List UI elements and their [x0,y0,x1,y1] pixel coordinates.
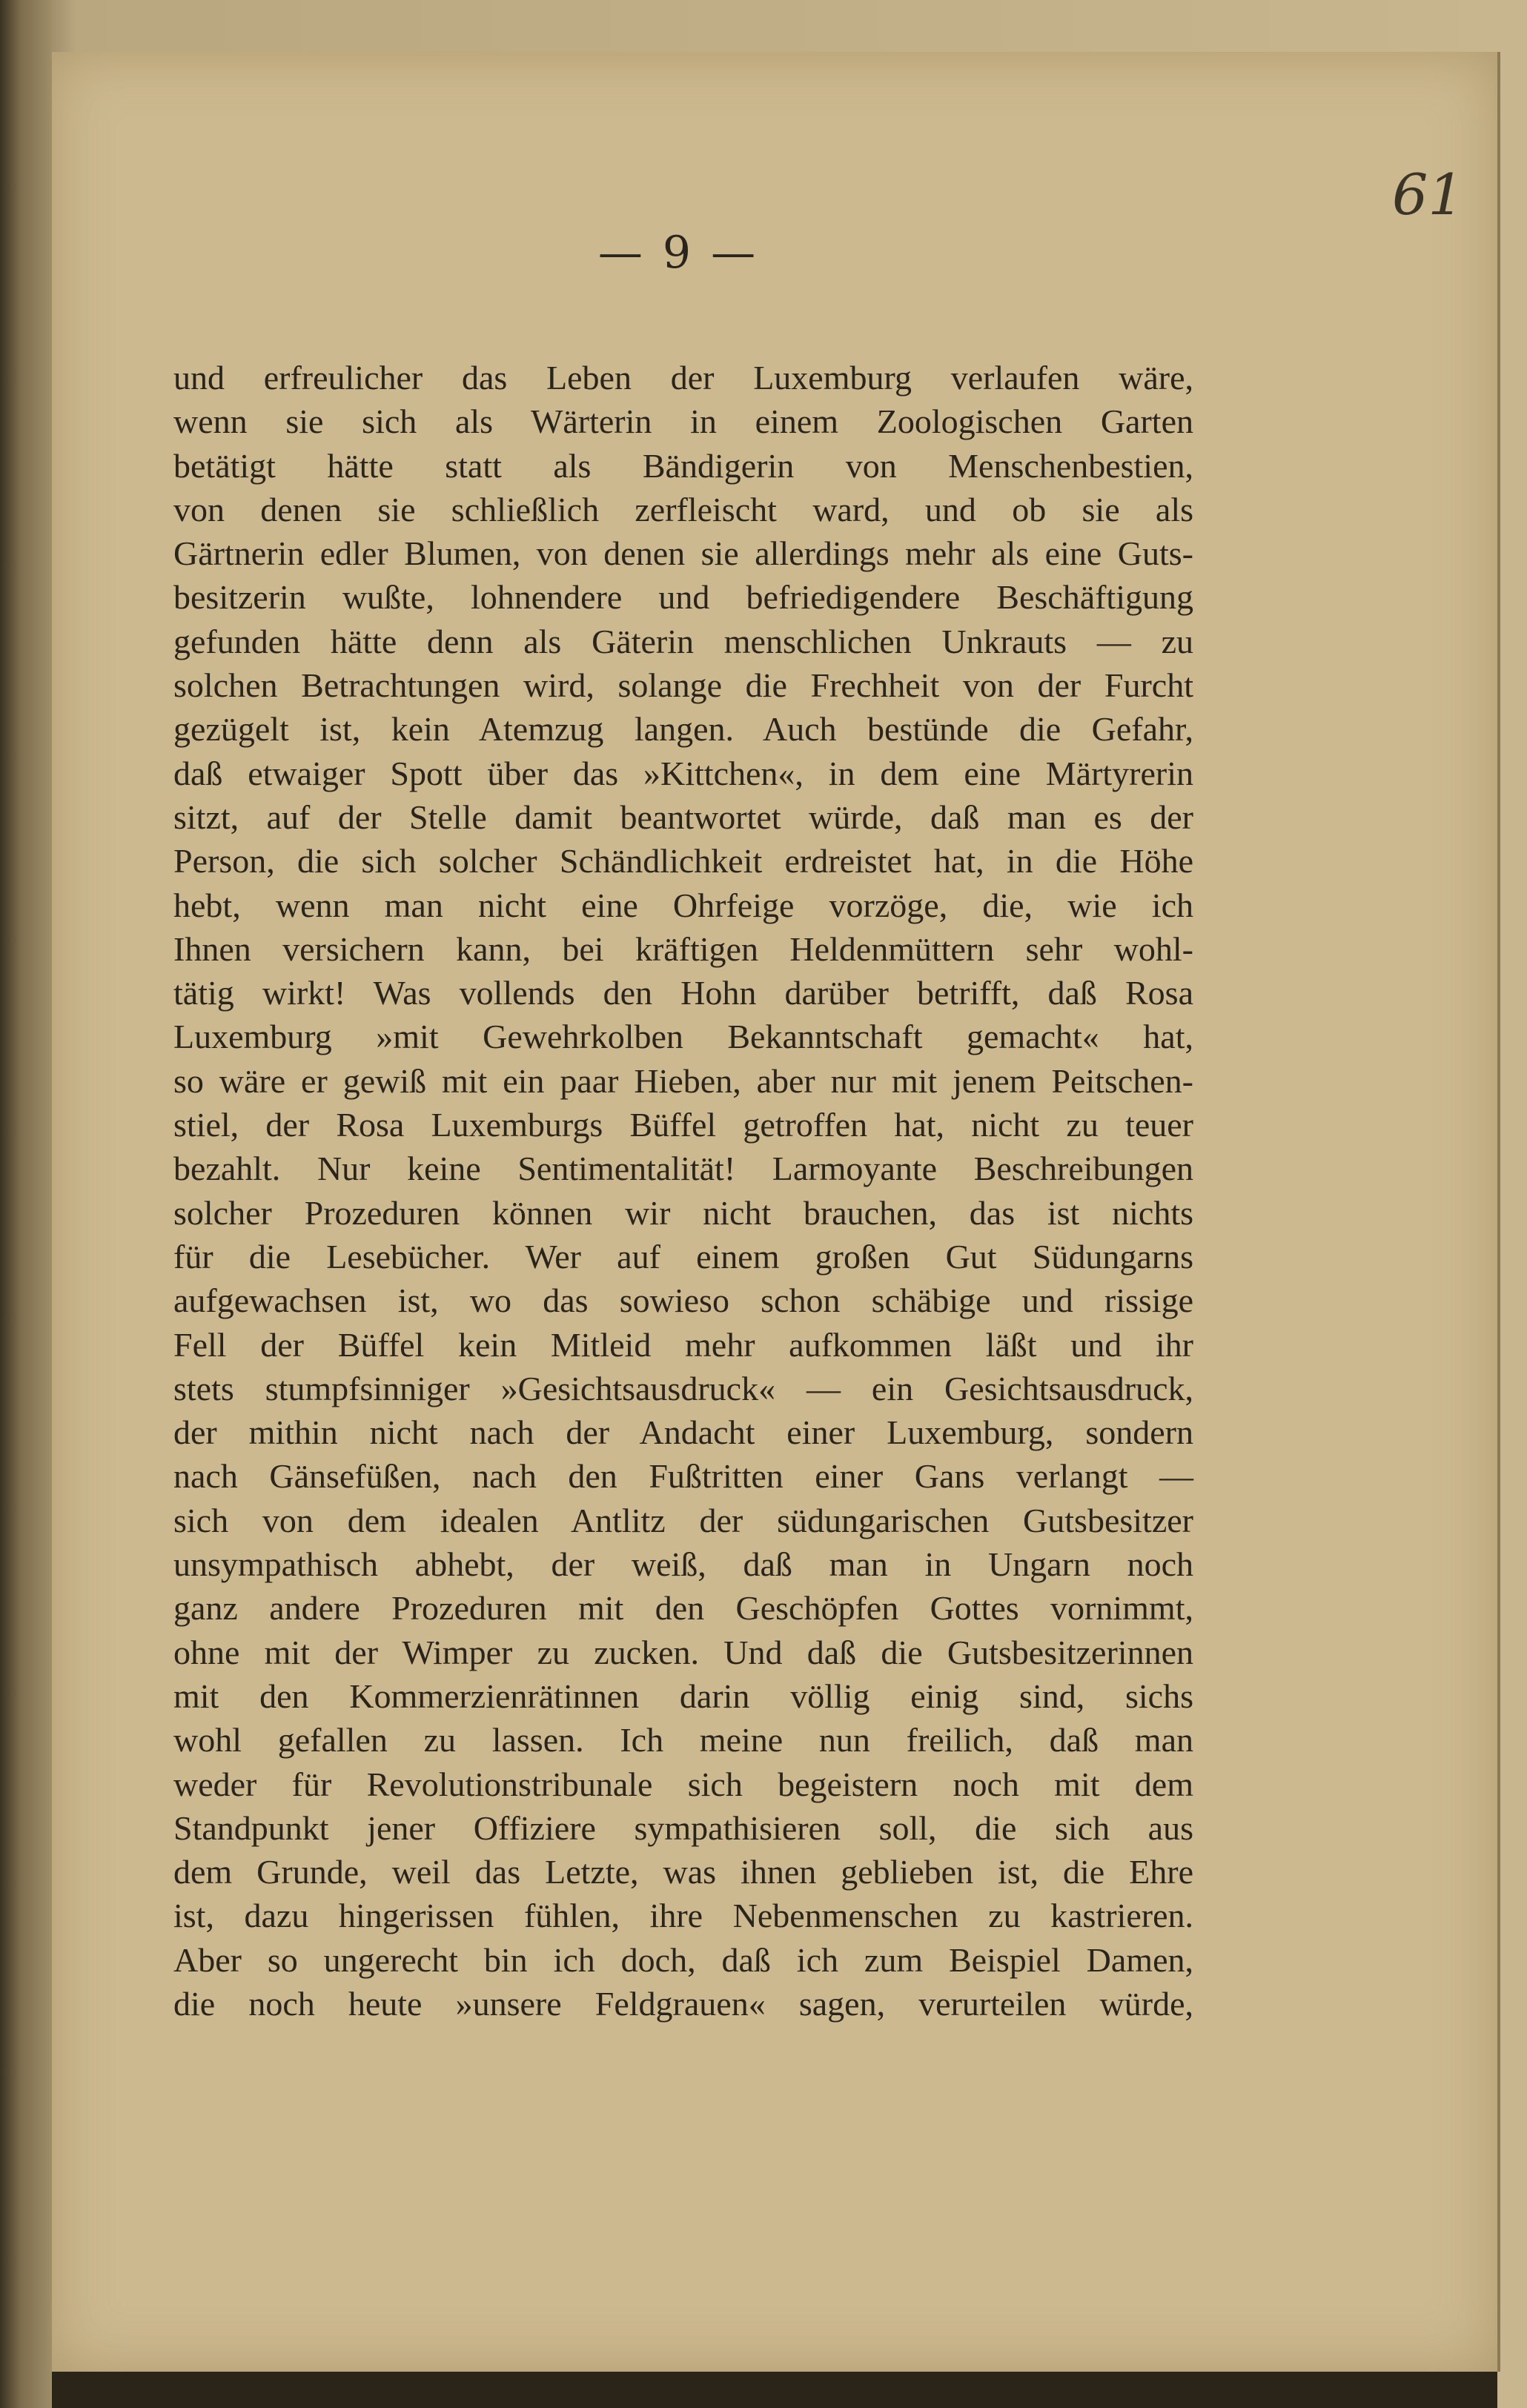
text-line: Standpunkt jener Offiziere sympathisieren soll, die sich aus [173,1808,1193,1847]
text-line: die noch heute »unsere Feldgrauen« sagen, verurteilen würde, [173,1984,1193,2023]
text-line: Person, die sich solcher Schändlichkeit erdreistet hat, in die Höhe [173,842,1193,880]
text-line: daß etwaiger Spott über das »Kittchen«, in dem eine Märtyrerin [173,754,1193,792]
text-line: sitzt, auf der Stelle damit beantwortet würde, daß man es der [173,797,1193,836]
text-line: Ihnen versichern kann, bei kräftigen Heldenmüttern sehr wohl- [173,929,1193,968]
text-line: Fell der Büffel kein Mitleid mehr aufkommen läßt und ihr [173,1325,1193,1364]
handwritten-folio-number: 61 [1392,162,1464,228]
text-line: wohl gefallen zu lassen. Ich meine nun freilich, daß man [173,1721,1193,1759]
text-line: und erfreulicher das Leben der Luxemburg verlaufen wäre, [173,359,1193,397]
text-line: wenn sie sich als Wärterin in einem Zoologischen Garten [173,402,1193,441]
text-line: ist, dazu hingerissen fühlen, ihre Nebenmenschen zu kastrieren. [173,1897,1193,1935]
text-line: aufgewachsen ist, wo das sowieso schon schäbige und rissige [173,1281,1193,1320]
text-line: solchen Betrachtungen wird, solange die Frechheit von der Furcht [173,666,1193,705]
text-line: gezügelt ist, kein Atemzug langen. Auch bestünde die Gefahr, [173,710,1193,749]
text-line: sich von dem idealen Antlitz der südungarischen Gutsbesitzer [173,1501,1193,1539]
text-line: besitzerin wußte, lohnendere und befriedigendere Beschäftigung [173,578,1193,617]
text-line: unsympathisch abhebt, der weiß, daß man in Ungarn noch [173,1545,1193,1584]
text-line: Luxemburg »mit Gewehrkolben Bekanntschaft gemacht« hat, [173,1018,1193,1056]
text-line: weder für Revolutionstribunale sich begeistern noch mit dem [173,1765,1193,1803]
book-page [52,52,1500,2372]
text-line: Aber so ungerecht bin ich doch, daß ich zum Beispiel Damen, [173,1940,1193,1979]
text-line: tätig wirkt! Was vollends den Hohn darüber betrifft, daß Rosa [173,974,1193,1012]
book-spine [0,0,52,2408]
text-line: von denen sie schließlich zerfleischt ward, und ob sie als [173,490,1193,528]
text-line: hebt, wenn man nicht eine Ohrfeige vorzöge, die, wie ich [173,886,1193,924]
text-line: stiel, der Rosa Luxemburgs Büffel getroffen hat, nicht zu teuer [173,1106,1193,1144]
text-line: mit den Kommerzienrätinnen darin völlig einig sind, sichs [173,1676,1193,1715]
text-line: ohne mit der Wimper zu zucken. Und daß die Gutsbesitzerinnen [173,1633,1193,1671]
text-line: dem Grunde, weil das Letzte, was ihnen geblieben ist, die Ehre [173,1853,1193,1891]
text-line: nach Gänsefüßen, nach den Fußtritten einer Gans verlangt — [173,1457,1193,1496]
text-line: so wäre er gewiß mit ein paar Hieben, aber nur mit jenem Peitschen- [173,1061,1193,1100]
text-line: bezahlt. Nur keine Sentimentalität! Larmoyante Beschreibungen [173,1150,1193,1188]
text-line: ganz andere Prozeduren mit den Geschöpfen Gottes vornimmt, [173,1589,1193,1628]
text-line: solcher Prozeduren können wir nicht brauchen, das ist nichts [173,1193,1193,1232]
text-line: Gärtnerin edler Blumen, von denen sie allerdings mehr als eine Guts- [173,534,1193,573]
text-line: für die Lesebücher. Wer auf einem großen Gut Südungarns [173,1237,1193,1276]
text-line: stets stumpfsinniger »Gesichtsausdruck« — ein Gesichtsausdruck, [173,1369,1193,1407]
body-text [173,356,1193,2026]
scan-bottom-edge [52,2372,1497,2408]
text-line: der mithin nicht nach der Andacht einer Luxemburg, sondern [173,1413,1193,1452]
page-number: — 9 — [597,227,759,279]
text-line: betätigt hätte statt als Bändigerin von Menschenbestien, [173,446,1193,485]
text-line: gefunden hätte denn als Gäterin menschlichen Unkrauts — zu [173,622,1193,660]
